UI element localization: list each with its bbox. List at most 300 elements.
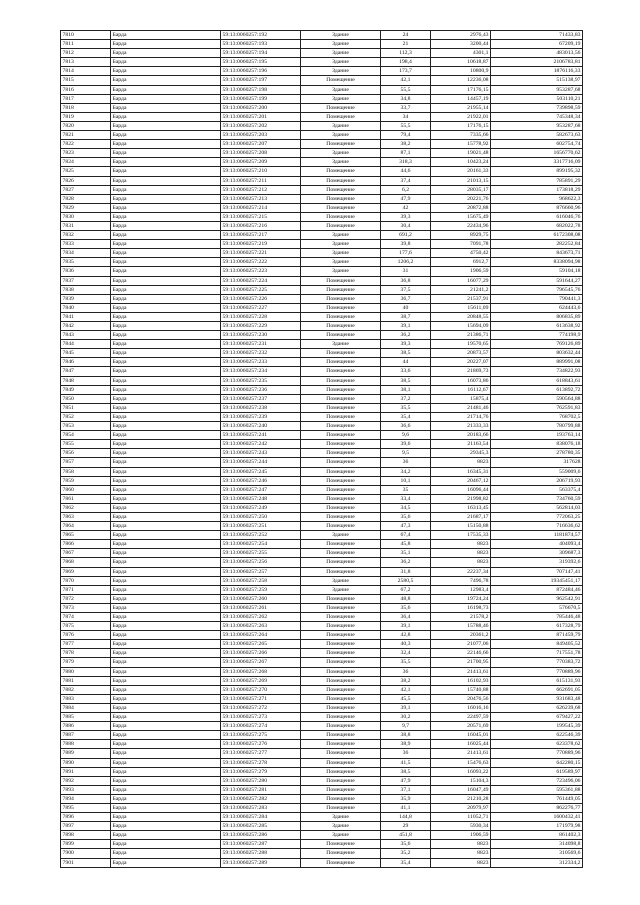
area-cell: 67,2	[381, 585, 431, 594]
settlement-cell: Барда	[111, 758, 221, 767]
area-cell: 47,3	[381, 522, 431, 531]
cadastral-value-cell: 619589,97	[491, 767, 583, 776]
table-row	[61, 813, 583, 822]
object-type-cell: Помещение	[301, 358, 381, 367]
area-cell: 37,4	[381, 176, 431, 185]
row-number-cell: 7867	[61, 549, 111, 558]
row-number-cell: 7843	[61, 331, 111, 340]
cadastral-value-cell: 806835,89	[491, 312, 583, 321]
object-type-cell: Помещение	[301, 676, 381, 685]
unit-value-cell: 20227,07	[431, 358, 491, 367]
settlement-cell: Барда	[111, 422, 221, 431]
unit-value-cell: 16093,22	[431, 767, 491, 776]
area-cell: 173,7	[381, 67, 431, 76]
settlement-cell: Барда	[111, 58, 221, 67]
row-number-cell: 7830	[61, 212, 111, 221]
cadastral-value-cell: 739898,59	[491, 103, 583, 112]
cadastral-number-cell: 59:13:0060257:232	[221, 349, 301, 358]
cadastral-number-cell: 59:13:0060257:199	[221, 94, 301, 103]
unit-value-cell: 21077,06	[431, 640, 491, 649]
table-row	[61, 794, 583, 803]
settlement-cell: Барда	[111, 49, 221, 58]
area-cell: 35	[381, 485, 431, 494]
area-cell: 36	[381, 458, 431, 467]
object-type-cell: Помещение	[301, 458, 381, 467]
row-number-cell: 7816	[61, 85, 111, 94]
table-row	[61, 494, 583, 503]
unit-value-cell: 20848,55	[431, 312, 491, 321]
cadastral-value-cell: 761449,05	[491, 794, 583, 803]
cadastral-number-cell: 59:13:0060257:256	[221, 558, 301, 567]
row-number-cell: 7890	[61, 758, 111, 767]
settlement-cell: Барда	[111, 385, 221, 394]
row-number-cell: 7821	[61, 131, 111, 140]
cadastral-number-cell: 59:13:0060257:194	[221, 49, 301, 58]
settlement-cell: Барда	[111, 121, 221, 130]
cadastral-number-cell: 59:13:0060257:285	[221, 822, 301, 831]
row-number-cell: 7812	[61, 49, 111, 58]
settlement-cell: Барда	[111, 503, 221, 512]
table-row	[61, 267, 583, 276]
cadastral-value-cell: 59104,18	[491, 267, 583, 276]
settlement-cell: Барда	[111, 31, 221, 40]
cadastral-number-cell: 59:13:0060257:261	[221, 603, 301, 612]
table-row	[61, 485, 583, 494]
settlement-cell: Барда	[111, 558, 221, 567]
unit-value-cell: 14457,19	[431, 94, 491, 103]
table-row	[61, 731, 583, 740]
settlement-cell: Барда	[111, 103, 221, 112]
table-row	[61, 785, 583, 794]
settlement-cell: Барда	[111, 140, 221, 149]
object-type-cell: Помещение	[301, 540, 381, 549]
area-cell: 47,9	[381, 194, 431, 203]
cadastral-value-cell: 67209,19	[491, 40, 583, 49]
unit-value-cell: 20183,66	[431, 431, 491, 440]
cadastral-value-cell: 1600432,41	[491, 813, 583, 822]
cadastral-value-cell: 734822,93	[491, 367, 583, 376]
area-cell: 33,6	[381, 367, 431, 376]
settlement-cell: Барда	[111, 267, 221, 276]
row-number-cell: 7835	[61, 258, 111, 267]
table-row	[61, 831, 583, 840]
settlement-cell: Барда	[111, 412, 221, 421]
row-number-cell: 7878	[61, 649, 111, 658]
cadastral-number-cell: 59:13:0060257:269	[221, 676, 301, 685]
table-row	[61, 722, 583, 731]
object-type-cell: Помещение	[301, 385, 381, 394]
settlement-cell: Барда	[111, 449, 221, 458]
settlement-cell: Барда	[111, 594, 221, 603]
cadastral-number-cell: 59:13:0060257:241	[221, 431, 301, 440]
cadastral-value-cell: 772063,25	[491, 512, 583, 521]
row-number-cell: 7813	[61, 58, 111, 67]
object-type-cell: Помещение	[301, 558, 381, 567]
row-number-cell: 7863	[61, 512, 111, 521]
settlement-cell: Барда	[111, 531, 221, 540]
object-type-cell: Помещение	[301, 731, 381, 740]
unit-value-cell: 22146,66	[431, 649, 491, 658]
table-row	[61, 212, 583, 221]
area-cell: 33,4	[381, 494, 431, 503]
table-row	[61, 285, 583, 294]
unit-value-cell: 20571,69	[431, 722, 491, 731]
object-type-cell: Здание	[301, 31, 381, 40]
cadastral-value-cell: 790441,3	[491, 294, 583, 303]
cadastral-value-cell: 871459,79	[491, 631, 583, 640]
area-cell: 42,1	[381, 685, 431, 694]
table-row	[61, 140, 583, 149]
area-cell: 42	[381, 203, 431, 212]
object-type-cell: Помещение	[301, 503, 381, 512]
settlement-cell: Барда	[111, 94, 221, 103]
cadastral-number-cell: 59:13:0060257:248	[221, 494, 301, 503]
settlement-cell: Барда	[111, 785, 221, 794]
object-type-cell: Здание	[301, 240, 381, 249]
table-row	[61, 858, 583, 867]
row-number-cell: 7839	[61, 294, 111, 303]
table-row	[61, 713, 583, 722]
unit-value-cell: 8929,75	[431, 231, 491, 240]
cadastral-value-cell: 889991,08	[491, 358, 583, 367]
table-row	[61, 522, 583, 531]
table-row	[61, 149, 583, 158]
unit-value-cell: 16313,45	[431, 503, 491, 512]
area-cell: 39,8	[381, 240, 431, 249]
object-type-cell: Помещение	[301, 112, 381, 121]
cadastral-number-cell: 59:13:0060257:262	[221, 613, 301, 622]
row-number-cell: 7895	[61, 803, 111, 812]
area-cell: 30,2	[381, 713, 431, 722]
cadastral-number-cell: 59:13:0060257:225	[221, 285, 301, 294]
object-type-cell: Помещение	[301, 185, 381, 194]
area-cell: 36,8	[381, 276, 431, 285]
row-number-cell: 7826	[61, 176, 111, 185]
settlement-cell: Барда	[111, 585, 221, 594]
area-cell: 691,2	[381, 231, 431, 240]
settlement-cell: Барда	[111, 431, 221, 440]
settlement-cell: Барда	[111, 849, 221, 858]
cadastral-value-cell: 626239,68	[491, 703, 583, 712]
row-number-cell: 7873	[61, 603, 111, 612]
cadastral-number-cell: 59:13:0060257:228	[221, 312, 301, 321]
table-row	[61, 376, 583, 385]
cadastral-number-cell: 59:13:0060257:221	[221, 249, 301, 258]
area-cell: 35,1	[381, 549, 431, 558]
cadastral-value-cell: 2106783,81	[491, 58, 583, 67]
cadastral-number-cell: 59:13:0060257:210	[221, 167, 301, 176]
unit-value-cell: 10618,87	[431, 58, 491, 67]
settlement-cell: Барда	[111, 285, 221, 294]
cadastral-value-cell: 770889,96	[491, 749, 583, 758]
unit-value-cell: 16198,73	[431, 603, 491, 612]
cadastral-number-cell: 59:13:0060257:272	[221, 703, 301, 712]
object-type-cell: Помещение	[301, 713, 381, 722]
row-number-cell: 7896	[61, 813, 111, 822]
area-cell: 79,4	[381, 131, 431, 140]
settlement-cell: Барда	[111, 722, 221, 731]
row-number-cell: 7894	[61, 794, 111, 803]
cadastral-number-cell: 59:13:0060257:208	[221, 149, 301, 158]
cadastral-value-cell: 861402,3	[491, 831, 583, 840]
area-cell: 40	[381, 303, 431, 312]
row-number-cell: 7840	[61, 303, 111, 312]
table-row	[61, 221, 583, 230]
settlement-cell: Барда	[111, 776, 221, 785]
settlement-cell: Барда	[111, 522, 221, 531]
cadastral-number-cell: 59:13:0060257:209	[221, 158, 301, 167]
area-cell: 42,8	[381, 631, 431, 640]
table-row	[61, 558, 583, 567]
object-type-cell: Здание	[301, 40, 381, 49]
cadastral-value-cell: 770383,72	[491, 658, 583, 667]
cadastral-value-cell: 682022,78	[491, 221, 583, 230]
settlement-cell: Барда	[111, 803, 221, 812]
area-cell: 35,4	[381, 412, 431, 421]
object-type-cell: Помещение	[301, 167, 381, 176]
area-cell: 48,8	[381, 594, 431, 603]
unit-value-cell: 8823	[431, 849, 491, 858]
area-cell: 45,5	[381, 694, 431, 703]
settlement-cell: Барда	[111, 349, 221, 358]
table-row	[61, 694, 583, 703]
settlement-cell: Барда	[111, 67, 221, 76]
table-row	[61, 776, 583, 785]
table-row	[61, 594, 583, 603]
area-cell: 36,7	[381, 294, 431, 303]
settlement-cell: Барда	[111, 512, 221, 521]
row-number-cell: 7856	[61, 449, 111, 458]
settlement-cell: Барда	[111, 331, 221, 340]
unit-value-cell: 22237,34	[431, 567, 491, 576]
area-cell: 31,8	[381, 567, 431, 576]
unit-value-cell: 21869,73	[431, 367, 491, 376]
unit-value-cell: 21333,33	[431, 422, 491, 431]
unit-value-cell: 16096,44	[431, 485, 491, 494]
object-type-cell: Помещение	[301, 658, 381, 667]
row-number-cell: 7874	[61, 613, 111, 622]
area-cell: 31	[381, 267, 431, 276]
settlement-cell: Барда	[111, 294, 221, 303]
row-number-cell: 7893	[61, 785, 111, 794]
unit-value-cell: 21700,95	[431, 658, 491, 667]
unit-value-cell: 11052,71	[431, 813, 491, 822]
object-type-cell: Помещение	[301, 440, 381, 449]
cadastral-number-cell: 59:13:0060257:230	[221, 331, 301, 340]
area-cell: 451,8	[381, 831, 431, 840]
settlement-cell: Барда	[111, 731, 221, 740]
unit-value-cell: 21922,01	[431, 112, 491, 121]
area-cell: 9,7	[381, 722, 431, 731]
settlement-cell: Барда	[111, 703, 221, 712]
table-row	[61, 567, 583, 576]
cadastral-number-cell: 59:13:0060257:214	[221, 203, 301, 212]
cadastral-number-cell: 59:13:0060257:201	[221, 112, 301, 121]
unit-value-cell: 20476,56	[431, 694, 491, 703]
table-row	[61, 58, 583, 67]
object-type-cell: Помещение	[301, 749, 381, 758]
cadastral-value-cell: 1656770,62	[491, 149, 583, 158]
cadastral-value-cell: 582673,63	[491, 131, 583, 140]
settlement-cell: Барда	[111, 667, 221, 676]
table-row	[61, 640, 583, 649]
cadastral-number-cell: 59:13:0060257:277	[221, 749, 301, 758]
cadastral-number-cell: 59:13:0060257:235	[221, 376, 301, 385]
cadastral-value-cell: 312334,2	[491, 858, 583, 867]
cadastral-value-cell: 483013,56	[491, 49, 583, 58]
table-row	[61, 185, 583, 194]
object-type-cell: Помещение	[301, 567, 381, 576]
cadastral-value-cell: 968622,3	[491, 194, 583, 203]
row-number-cell: 7823	[61, 149, 111, 158]
cadastral-number-cell: 59:13:0060257:257	[221, 567, 301, 576]
row-number-cell: 7836	[61, 267, 111, 276]
area-cell: 35,6	[381, 512, 431, 521]
object-type-cell: Здание	[301, 831, 381, 840]
object-type-cell: Помещение	[301, 394, 381, 403]
object-type-cell: Здание	[301, 531, 381, 540]
row-number-cell: 7865	[61, 531, 111, 540]
unit-value-cell: 20221,76	[431, 194, 491, 203]
area-cell: 38,8	[381, 731, 431, 740]
object-type-cell: Здание	[301, 121, 381, 130]
table-row	[61, 31, 583, 40]
row-number-cell: 7891	[61, 767, 111, 776]
cadastral-value-cell: 762591,83	[491, 403, 583, 412]
table-row	[61, 203, 583, 212]
cadastral-number-cell: 59:13:0060257:260	[221, 594, 301, 603]
cadastral-value-cell: 843673,71	[491, 249, 583, 258]
area-cell: 87,1	[381, 149, 431, 158]
unit-value-cell: 10800,9	[431, 67, 491, 76]
table-row	[61, 476, 583, 485]
table-row	[61, 658, 583, 667]
cadastral-value-cell: 576670,5	[491, 603, 583, 612]
cadastral-number-cell: 59:13:0060257:258	[221, 576, 301, 585]
settlement-cell: Барда	[111, 485, 221, 494]
unit-value-cell: 8823	[431, 840, 491, 849]
unit-value-cell: 16077,29	[431, 276, 491, 285]
settlement-cell: Барда	[111, 831, 221, 840]
object-type-cell: Помещение	[301, 312, 381, 321]
cadastral-number-cell: 59:13:0060257:222	[221, 258, 301, 267]
area-cell: 35,6	[381, 603, 431, 612]
cadastral-number-cell: 59:13:0060257:217	[221, 231, 301, 240]
row-number-cell: 7846	[61, 358, 111, 367]
area-cell: 36,4	[381, 613, 431, 622]
object-type-cell: Помещение	[301, 467, 381, 476]
row-number-cell: 7881	[61, 676, 111, 685]
table-row	[61, 403, 583, 412]
unit-value-cell: 3200,44	[431, 40, 491, 49]
table-row	[61, 603, 583, 612]
unit-value-cell: 21955,14	[431, 103, 491, 112]
cadastral-value-cell: 768702,5	[491, 412, 583, 421]
cadastral-value-cell: 19345451,17	[491, 576, 583, 585]
cadastral-number-cell: 59:13:0060257:286	[221, 831, 301, 840]
object-type-cell: Помещение	[301, 685, 381, 694]
cadastral-value-cell: 206719,93	[491, 476, 583, 485]
cadastral-number-cell: 59:13:0060257:284	[221, 813, 301, 822]
object-type-cell: Здание	[301, 340, 381, 349]
settlement-cell: Барда	[111, 376, 221, 385]
object-type-cell: Помещение	[301, 803, 381, 812]
area-cell: 38,2	[381, 140, 431, 149]
object-type-cell: Помещение	[301, 485, 381, 494]
settlement-cell: Барда	[111, 176, 221, 185]
settlement-cell: Барда	[111, 740, 221, 749]
object-type-cell: Помещение	[301, 176, 381, 185]
row-number-cell: 7860	[61, 485, 111, 494]
cadastral-value-cell: 770889,96	[491, 667, 583, 676]
object-type-cell: Помещение	[301, 694, 381, 703]
cadastral-number-cell: 59:13:0060257:227	[221, 303, 301, 312]
unit-value-cell: 17176,15	[431, 121, 491, 130]
unit-value-cell: 8823	[431, 558, 491, 567]
object-type-cell: Помещение	[301, 631, 381, 640]
object-type-cell: Помещение	[301, 640, 381, 649]
cadastral-value-cell: 872484,46	[491, 585, 583, 594]
area-cell: 38,9	[381, 740, 431, 749]
table-row	[61, 394, 583, 403]
table-row	[61, 767, 583, 776]
area-cell: 6,2	[381, 185, 431, 194]
cadastral-registry-table	[60, 30, 583, 868]
row-number-cell: 7880	[61, 667, 111, 676]
object-type-cell: Помещение	[301, 776, 381, 785]
unit-value-cell: 16047,49	[431, 785, 491, 794]
cadastral-value-cell: 278780,35	[491, 449, 583, 458]
cadastral-number-cell: 59:13:0060257:276	[221, 740, 301, 749]
object-type-cell: Помещение	[301, 403, 381, 412]
cadastral-value-cell: 803632,44	[491, 349, 583, 358]
table-row	[61, 758, 583, 767]
settlement-cell: Барда	[111, 822, 221, 831]
cadastral-number-cell: 59:13:0060257:195	[221, 58, 301, 67]
cadastral-number-cell: 59:13:0060257:275	[221, 731, 301, 740]
cadastral-number-cell: 59:13:0060257:231	[221, 340, 301, 349]
settlement-cell: Барда	[111, 76, 221, 85]
settlement-cell: Барда	[111, 249, 221, 258]
unit-value-cell: 19570,65	[431, 340, 491, 349]
unit-value-cell: 15611,09	[431, 303, 491, 312]
area-cell: 9,6	[381, 431, 431, 440]
row-number-cell: 7883	[61, 694, 111, 703]
settlement-cell: Барда	[111, 185, 221, 194]
unit-value-cell: 12983,4	[431, 585, 491, 594]
unit-value-cell: 28035,17	[431, 185, 491, 194]
object-type-cell: Помещение	[301, 767, 381, 776]
unit-value-cell: 4301,1	[431, 49, 491, 58]
settlement-cell: Барда	[111, 540, 221, 549]
unit-value-cell: 15788,46	[431, 622, 491, 631]
unit-value-cell: 20361,2	[431, 631, 491, 640]
cadastral-value-cell: 314098,8	[491, 840, 583, 849]
cadastral-value-cell: 624443,6	[491, 303, 583, 312]
table-row	[61, 358, 583, 367]
object-type-cell: Помещение	[301, 412, 381, 421]
object-type-cell: Помещение	[301, 794, 381, 803]
cadastral-number-cell: 59:13:0060257:255	[221, 549, 301, 558]
area-cell: 30,4	[381, 221, 431, 230]
cadastral-number-cell: 59:13:0060257:266	[221, 649, 301, 658]
cadastral-value-cell: 8338094,98	[491, 258, 583, 267]
object-type-cell: Помещение	[301, 422, 381, 431]
cadastral-number-cell: 59:13:0060257:273	[221, 713, 301, 722]
row-number-cell: 7820	[61, 121, 111, 130]
unit-value-cell: 15694,09	[431, 322, 491, 331]
row-number-cell: 7868	[61, 558, 111, 567]
